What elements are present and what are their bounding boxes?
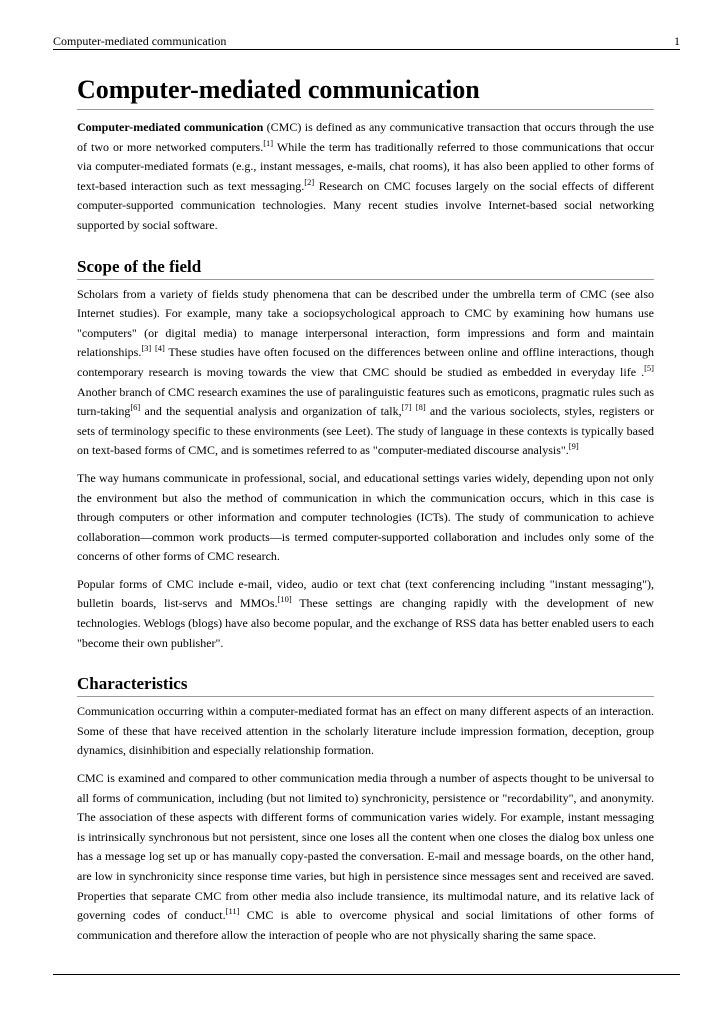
running-header-title: Computer-mediated communication [53,34,227,48]
footer-rule [53,974,680,975]
citation-ref[interactable]: [9] [568,441,579,452]
characteristics-paragraph-2: CMC is examined and compared to other communication media through a number of aspects thought to be universal to all forms of communication, including (but not limited to) synchronicity, persistence or "recordability", and anonymity. The association of these aspects with different forms of communication varies widely. For example, instant messaging is intrinsically synchronous but not persistent, since one loses all the content when one closes the dialog box unless one has a message log set up or has manually copy-pasted the conversation. E-mail and message boards, on the other hand, are low in synchronicity since response time varies, but high in persistence since messages sent and received are saved. Properties that separate CMC from other media also include transience, its multimodal nature, and its relative lack of governing codes of conduct.[11] CMC is able to overcome physical and social limitations of other forms of communication and therefore allow the interaction of people who are not physically sharing the same space. [77,771,654,942]
citation-ref[interactable]: [4] [154,343,165,354]
citation-ref[interactable]: [10] [277,594,292,605]
citation-ref[interactable]: [7] [401,402,412,413]
section-heading-scope: Scope of the field [77,256,654,280]
article-title: Computer-mediated communication [77,72,654,110]
citation-ref[interactable]: [11] [225,906,240,917]
characteristics-paragraph-1: Communication occurring within a computer-mediated format has an effect on many different aspects of an interaction. Some of these that have received attention in the scholarly literature include impression formation, deception, group dynamics, disinhibition and especially relationship formation. [77,704,654,758]
scope-paragraph-2: The way humans communicate in professional, social, and educational settings varies widely, depending upon not only the environment but also the method of communication in which the communication occurs, which in this case is through computers or other information and computer technologies (ICTs). The study of communication to achieve collaboration—common work products—is termed computer-supported collaboration and includes only some of the concerns of other forms of CMC research. [77,470,654,564]
citation-ref[interactable]: [3] [141,343,152,354]
citation-ref[interactable]: [2] [304,176,315,187]
section-heading-characteristics: Characteristics [77,673,654,697]
citation-ref[interactable]: [6] [130,402,141,413]
scope-paragraph-1: Scholars from a variety of fields study phenomena that can be described under the umbrella term of CMC (see also Internet studies). For example, many take a sociopsychological approach to CMC by examining how humans use "computers" (or digital media) to manage interpersonal interaction, form impressions and form and maintain relationships.[3] [4] These studies have often focused on the differences between online and offline interactions, though contemporary research is moving towards the view that CMC should be studied as embedded in everyday life .[5] Another branch of CMC research examines the use of paralinguistic features such as emoticons, pragmatic rules such as turn-taking[6] and the sequential analysis and organization of talk,[7] [8] and the various sociolects, styles, registers or sets of terminology specific to these environments (see Leet). The study of language in these contexts is typically based on text-based forms of CMC, and is sometimes referred to as "computer-mediated discourse analysis".[9] [77,286,654,458]
running-header [53,33,680,50]
citation-ref[interactable]: [8] [415,402,426,413]
intro-paragraph: Computer-mediated communication (CMC) is defined as any communicative transaction that occurs through the use of two or more networked computers.[1] While the term has traditionally referred to those communications that occur via computer-mediated formats (e.g., instant messages, e-mails, chat rooms), it has also been applied to other forms of text-based interaction such as text messaging.[2] Research on CMC focuses largely on the social effects of different computer-supported communication technologies. Many recent studies involve Internet-based social networking supported by social software. [77,120,654,232]
article-body [77,72,654,945]
citation-ref[interactable]: [1] [263,137,274,148]
page-number: 1 [674,34,680,48]
citation-ref[interactable]: [5] [644,362,654,373]
bold-term: Computer-mediated communication [77,120,264,134]
scope-paragraph-3: Popular forms of CMC include e-mail, video, audio or text chat (text conferencing including "instant messaging"), bulletin boards, list-servs and MMOs.[10] These settings are changing rapidly with the development of new technologies. Weblogs (blogs) have also become popular, and the exchange of RSS data has better enabled users to each "become their own publisher". [77,576,654,650]
